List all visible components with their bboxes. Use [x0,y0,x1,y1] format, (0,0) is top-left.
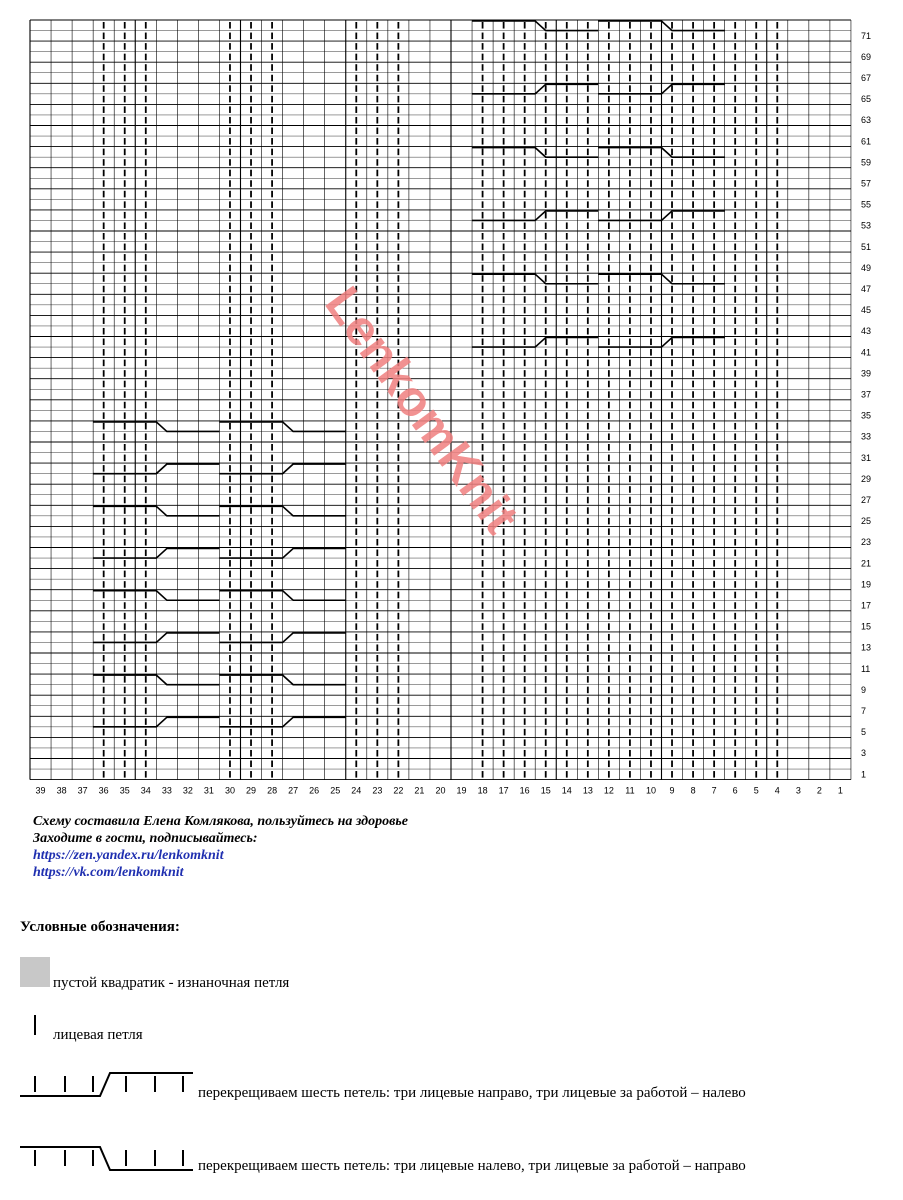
row-number: 49 [860,262,871,273]
row-number: 45 [860,305,871,316]
column-number: 1 [837,785,843,796]
cross-right-legend-label: перекрещиваем шесть петель: три лицевые направо, три лицевые за работой – налево [198,1085,746,1101]
row-numbers [861,31,871,780]
row-number: 9 [860,684,866,695]
column-number: 30 [224,785,235,796]
row-number: 53 [860,220,871,231]
column-number: 15 [540,785,551,796]
row-number: 65 [860,94,871,105]
column-number: 23 [372,785,383,796]
row-number: 21 [860,558,871,569]
column-number: 35 [119,785,130,796]
column-number: 18 [477,785,488,796]
column-number: 29 [246,785,257,796]
column-number: 39 [35,785,46,796]
column-number: 8 [690,785,696,796]
column-number: 4 [774,785,780,796]
row-number: 51 [860,241,871,252]
column-number: 12 [603,785,614,796]
zen-link[interactable]: https://zen.yandex.ru/lenkomknit [33,848,224,863]
row-number: 29 [860,473,871,484]
column-number: 13 [582,785,593,796]
credit-block [33,813,408,881]
column-number: 37 [77,785,88,796]
column-number: 9 [669,785,675,796]
column-number: 25 [330,785,341,796]
row-number: 25 [860,516,871,527]
row-number: 23 [860,537,871,548]
column-number: 22 [393,785,404,796]
column-number: 16 [519,785,530,796]
row-number: 3 [860,748,866,759]
row-number: 61 [860,136,871,147]
column-number: 6 [732,785,738,796]
column-number: 14 [561,785,572,796]
row-number: 7 [860,706,866,717]
row-number: 33 [860,431,871,442]
row-number: 31 [860,452,871,463]
row-number: 11 [860,663,871,674]
row-number: 17 [860,600,871,611]
column-number: 19 [456,785,467,796]
row-number: 47 [860,284,871,295]
column-number: 10 [645,785,656,796]
row-number: 35 [860,410,871,421]
row-number: 19 [860,579,871,590]
column-number: 17 [498,785,509,796]
row-number: 41 [860,347,871,358]
watermark: LenkomKnit [314,276,530,544]
row-number: 1 [860,769,866,780]
column-number: 21 [414,785,425,796]
column-number: 31 [203,785,214,796]
purl-legend-label: пустой квадратик - изнаночная петля [53,975,290,991]
row-number: 15 [860,621,871,632]
knit-stitch-icon [30,1015,40,1041]
chart-stitches [93,21,777,778]
column-number: 26 [309,785,320,796]
column-number: 11 [625,785,635,796]
column-numbers [36,786,843,796]
row-number: 57 [860,178,871,189]
column-number: 36 [98,785,109,796]
column-number: 3 [795,785,801,796]
cross-left-legend-label: перекрещиваем шесть петель: три лицевые налево, три лицевые за работой – направо [198,1158,746,1174]
row-number: 63 [860,115,871,126]
cable-cross-right-icon [18,1070,198,1100]
column-number: 5 [753,785,759,796]
column-number: 2 [816,785,822,796]
column-number: 27 [288,785,299,796]
column-number: 24 [351,785,362,796]
column-number: 20 [435,785,446,796]
chart-grid [30,20,851,780]
knit-legend-label: лицевая петля [53,1027,143,1043]
purl-swatch-icon [20,957,50,987]
row-number: 27 [860,495,871,506]
row-number: 5 [860,727,866,738]
cable-cross-left-icon [18,1144,198,1174]
row-number: 39 [860,368,871,379]
row-number: 55 [860,199,871,210]
row-number: 69 [860,51,871,62]
row-number: 43 [860,326,871,337]
vk-link[interactable]: https://vk.com/lenkomknit [33,865,184,880]
column-number: 32 [182,785,193,796]
column-number: 34 [140,785,151,796]
column-number: 33 [161,785,172,796]
row-number: 59 [860,157,871,168]
row-number: 67 [860,73,871,84]
column-number: 7 [711,785,717,796]
column-number: 28 [267,785,278,796]
row-number: 37 [860,389,871,400]
column-number: 38 [56,785,67,796]
legend-title: Условные обозначения: [20,919,180,935]
row-number: 71 [860,30,871,41]
credit-author: Схему составила Елена Комлякова, пользуйтесь на здоровье [33,814,408,829]
row-number: 13 [860,642,871,653]
credit-invite: Заходите в гости, подписывайтесь: [33,831,258,846]
